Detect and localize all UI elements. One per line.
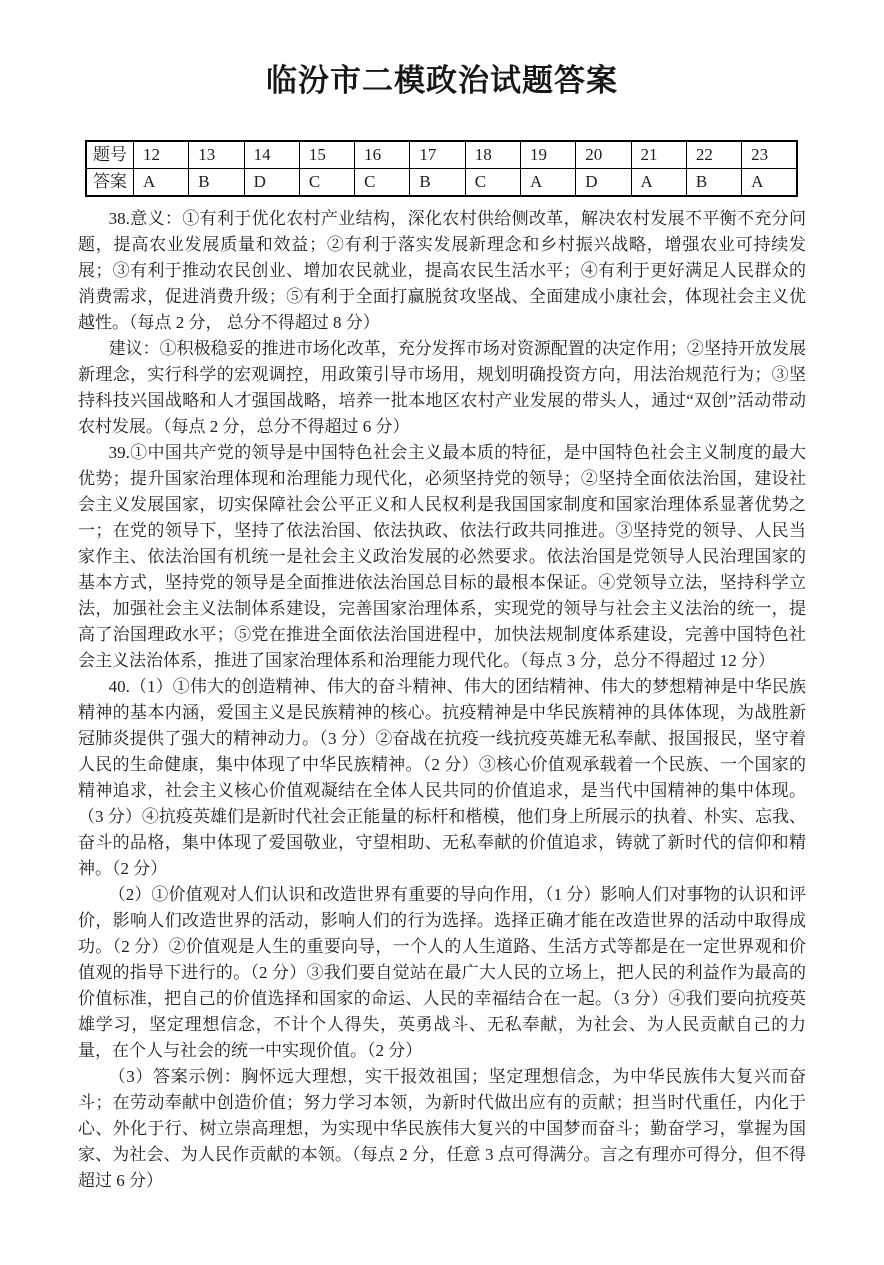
answer-table [85, 140, 798, 197]
paragraph-q40-part1: 40.（1）①伟大的创造精神、伟大的奋斗精神、伟大的团结精神、伟大的梦想精神是中华民族精神的基本内涵，爱国主义是民族精神的核心。抗疫精神是中华民族精神的具体体现，为战胜新冠肺炎提供了强大的精神动力。（3 分）②奋战在抗疫一线抗疫英雄无私奉献、报国报民，坚守着人民的生命健康，集中体现了中华民族精神。（2 分）③核心价值观承载着一个民族、一个国家的精神追求，社会主义核心价值观凝结在全体人民共同的价值追求，是当代中国精神的集中体现。（3 分）④抗疫英雄们是新时代社会正能量的标杆和楷模，他们身上所展示的执着、朴实、忘我、奋斗的品格，集中体现了爱国敬业，守望相助、无私奉献的价值追求，铸就了新时代的信仰和精神。（2 分） [78, 677, 806, 878]
paragraph-q39: 39.①中国共产党的领导是中国特色社会主义最本质的特征，是中国特色社会主义制度的最大优势；提升国家治理体现和治理能力现代化，必须坚持党的领导；②坚持全面依法治国，建设社会主义发展国家，切实保障社会公平正义和人民权利是我国国家制度和国家治理体系显著优势之一；在党的领导下，坚持了依法治国、依法执政、依法行政共同推进。③坚持党的领导、人民当家作主、依法治国有机统一是社会主义政治发展的必然要求。依法治国是党领导人民治理国家的基本方式，坚持党的领导是全面推进依法治国总目标的最根本保证。④党领导立法，坚持科学立法，加强社会主义法制体系建设，完善国家治理体系，实现党的领导与社会主义法治的统一，提高了治国理政水平；⑤党在推进全面依法治国进程中，加快法规制度体系建设，完善中国特色社会主义法治体系，推进了国家治理体系和治理能力现代化。（每点 3 分，总分不得超过 12 分） [78, 443, 806, 670]
answer-cell: B [189, 169, 244, 197]
question-number-cell: 23 [742, 141, 797, 169]
question-number-cell: 13 [189, 141, 244, 169]
paragraph-q40-part3: （3）答案示例：胸怀远大理想，实干报效祖国；坚定理想信念，为中华民族伟大复兴而奋斗；在劳动奉献中创造价值；努力学习本领，为新时代做出应有的贡献；担当时代重任，内化于心、外化于行、树立崇高理想，为实现中华民族伟大复兴的中国梦而奋斗；勤奋学习，掌握为国家、为社会、为人民作贡献的本领。（每点 2 分，任意 3 点可得满分。言之有理亦可得分，但不得超过 6 分） [78, 1067, 806, 1190]
paragraph-q38-suggestion: 建议：①积极稳妥的推进市场化改革，充分发挥市场对资源配置的决定作用；②坚持开放发展新理念，实行科学的宏观调控，用政策引导市场用，规划明确投资方向，用法治规范行为；③坚持科技兴国战略和人才强国战略，培养一批本地区农村产业发展的带头人，通过“双创”活动带动农村发展。（每点 2 分，总分不得超过 6 分） [78, 339, 806, 436]
answer-cell: C [299, 169, 354, 197]
question-number-row-label: 题号 [86, 141, 134, 169]
question-number-cell: 17 [410, 141, 465, 169]
paragraph-q38-meaning: 38.意义：①有利于优化农村产业结构，深化农村供给侧改革，解决农村发展不平衡不充分问题，提高农业发展质量和效益；②有利于落实发展新理念和乡村振兴战略，增强农业可持续发展；③有利于推动农民创业、增加农民就业，提高农民生活水平；④有利于更好满足人民群众的消费需求，促进消费升级；⑤有利于全面打赢脱贫攻坚战、全面建成小康社会，体现社会主义优越性。（每点 2 分， 总分不得超过 8 分） [78, 209, 806, 332]
question-number-cell: 16 [355, 141, 410, 169]
answer-row-label: 答案 [86, 169, 134, 197]
question-number-cell: 12 [134, 141, 189, 169]
paragraph-q40-part2: （2）①价值观对人们认识和改造世界有重要的导向作用，（1 分）影响人们对事物的认识和评价，影响人们改造世界的活动，影响人们的行为选择。选择正确才能在改造世界的活动中取得成功。（2 分）②价值观是人生的重要向导，一个人的人生道路、生活方式等都是在一定世界观和价值观的指导下进行的。（2 分）③我们要自觉站在最广大人民的立场上，把人民的利益作为最高的价值标准，把自己的价值选择和国家的命运、人民的幸福结合在一起。（3 分）④我们要向抗疫英雄学习，坚定理想信念，不计个人得失，英勇战斗、无私奉献，为社会、为人民贡献自己的力量，在个人与社会的统一中实现价值。（2 分） [78, 885, 806, 1060]
question-number-cell: 22 [686, 141, 741, 169]
question-number-cell: 21 [631, 141, 686, 169]
question-number-cell: 19 [520, 141, 575, 169]
question-number-cell: 20 [576, 141, 631, 169]
answer-cell: A [631, 169, 686, 197]
question-number-cell: 18 [465, 141, 520, 169]
question-number-row [86, 141, 797, 169]
answer-cell: B [686, 169, 741, 197]
answer-cell: A [520, 169, 575, 197]
answer-cell: A [742, 169, 797, 197]
answer-cell: D [244, 169, 299, 197]
question-number-cell: 15 [299, 141, 354, 169]
page-title: 临汾市二模政治试题答案 [266, 63, 618, 98]
answer-cell: D [576, 169, 631, 197]
answer-row [86, 169, 797, 197]
question-number-cell: 14 [244, 141, 299, 169]
answer-cell: B [410, 169, 465, 197]
answer-cell: C [465, 169, 520, 197]
answers-body [78, 206, 806, 1194]
answer-cell: C [355, 169, 410, 197]
answer-cell: A [134, 169, 189, 197]
